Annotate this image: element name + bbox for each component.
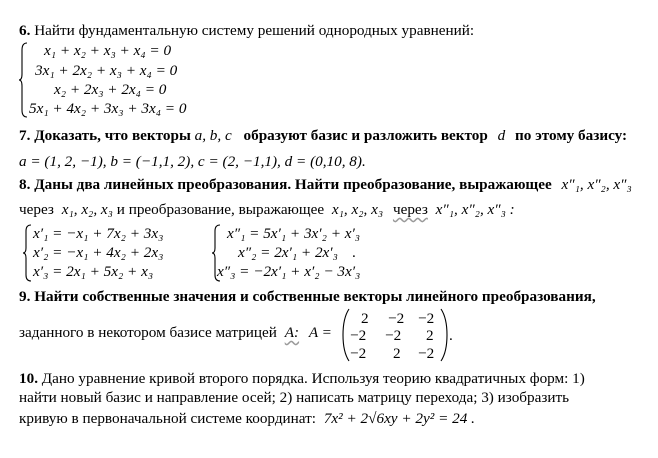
problem-6-title bbox=[19, 22, 474, 39]
problem-10-equation: 7x² + 2√6xy + 2y² = 24 . bbox=[323, 410, 475, 427]
equation-6-3: x₂ + 2x₃ + 2x₄ = 0 bbox=[54, 81, 167, 98]
problem-10-number: 10. bbox=[19, 370, 38, 387]
equation-6-4: 5x₁ + 4x₂ + 3x₃ + 3x₄ = 0 bbox=[29, 100, 187, 117]
system-8-period: . bbox=[352, 244, 356, 261]
problem-10-line-2: найти новый базис и направление осей; 2) написать матрицу перехода; 3) изобразить bbox=[19, 389, 570, 406]
matrix-r3c1: −2 bbox=[350, 345, 367, 362]
problem-8-text-1: Даны два линейных преобразования. Найти преобразование, выражающее bbox=[34, 176, 552, 193]
problem-10-text-1: Дано уравнение кривой второго порядка. Используя теорию квадратичных форм: 1) bbox=[41, 370, 585, 387]
matrix-period: . bbox=[449, 327, 453, 344]
matrix-r2c3: 2 bbox=[426, 327, 434, 344]
system-8b-eq-3: x″₃ = −2x′₁ + x′₂ − 3x′₃ bbox=[217, 263, 361, 280]
matrix-right-bracket bbox=[440, 308, 448, 362]
problem-9-number: 9. bbox=[19, 288, 31, 305]
problem-8-vars-2: x₁, x₂, x₃ bbox=[61, 201, 113, 218]
problem-8-text-2b: и преобразование, выражающее bbox=[116, 201, 325, 218]
problem-7-text-a: Доказать, что векторы bbox=[34, 127, 191, 144]
problem-10-line-3 bbox=[19, 410, 475, 427]
problem-8-line-1 bbox=[19, 176, 632, 193]
matrix-r3c2: 2 bbox=[393, 345, 401, 362]
problem-10-text-3: кривую в первоначальной системе координат: bbox=[19, 410, 317, 427]
problem-8-vars-3: x₁, x₂, x₃ bbox=[331, 201, 384, 218]
problem-7-text-c: по этому базису: bbox=[515, 127, 628, 144]
matrix-r1c1: 2 bbox=[361, 310, 369, 327]
system-8a-eq-3: x′₃ = 2x₁ + 5x₂ + x₃ bbox=[33, 263, 154, 280]
matrix-r1c3: −2 bbox=[418, 310, 435, 327]
problem-9-line-1 bbox=[19, 288, 596, 305]
problem-6-number: 6. bbox=[19, 22, 31, 39]
problem-7-vector-d: d bbox=[497, 127, 506, 144]
problem-7-values: a = (1, 2, −1), b = (−1,1, 2), c = (2, −1,1), d = (0,10, 8). bbox=[19, 153, 366, 170]
problem-9-line-2 bbox=[19, 324, 332, 341]
problem-9-text-1: Найти собственные значения и собственные векторы линейного преобразования, bbox=[34, 288, 596, 305]
problem-9-matrix-eq: A = bbox=[308, 324, 332, 341]
problem-8-vars-1: x″₁, x″₂, x″₃ bbox=[561, 176, 632, 193]
matrix-r1c2: −2 bbox=[388, 310, 405, 327]
equation-6-2: 3x₁ + 2x₂ + x₃ + x₄ = 0 bbox=[35, 62, 178, 79]
problem-6-text: Найти фундаментальную систему решений однородных уравнений: bbox=[34, 22, 475, 39]
problem-8-number: 8. bbox=[19, 176, 31, 193]
equation-6-1: x₁ + x₂ + x₃ + x₄ = 0 bbox=[44, 42, 172, 59]
system-brace-6 bbox=[18, 42, 28, 118]
matrix-r2c2: −2 bbox=[385, 327, 402, 344]
problem-7-number: 7. bbox=[19, 127, 31, 144]
problem-8-text-2a: через bbox=[19, 201, 54, 218]
system-8a-eq-2: x′₂ = −x₁ + 4x₂ + 2x₃ bbox=[33, 244, 164, 261]
system-brace-8a bbox=[22, 224, 32, 282]
matrix-left-bracket bbox=[342, 308, 350, 362]
problem-9-matrix-name: A: bbox=[284, 324, 300, 341]
problem-7-text-b: образуют базис и разложить вектор bbox=[243, 127, 488, 144]
system-8b-eq-1: x″₁ = 5x′₁ + 3x′₂ + x′₃ bbox=[227, 225, 361, 242]
problem-8-line-2 bbox=[19, 201, 515, 218]
system-8b-eq-2: x″₂ = 2x′₁ + 2x′₃ bbox=[238, 244, 338, 261]
problem-7-vectors: a, b, c bbox=[194, 127, 232, 144]
problem-7-title bbox=[19, 127, 627, 144]
problem-8-text-2c: через bbox=[392, 201, 428, 218]
problem-10-line-1 bbox=[19, 370, 585, 387]
system-8a-eq-1: x′₁ = −x₁ + 7x₂ + 3x₃ bbox=[33, 225, 164, 242]
problem-8-vars-4: x″₁, x″₂, x″₃ : bbox=[435, 201, 515, 218]
matrix-r2c1: −2 bbox=[350, 327, 367, 344]
matrix-r3c3: −2 bbox=[418, 345, 435, 362]
problem-9-text-2: заданного в некотором базисе матрицей bbox=[19, 324, 277, 341]
